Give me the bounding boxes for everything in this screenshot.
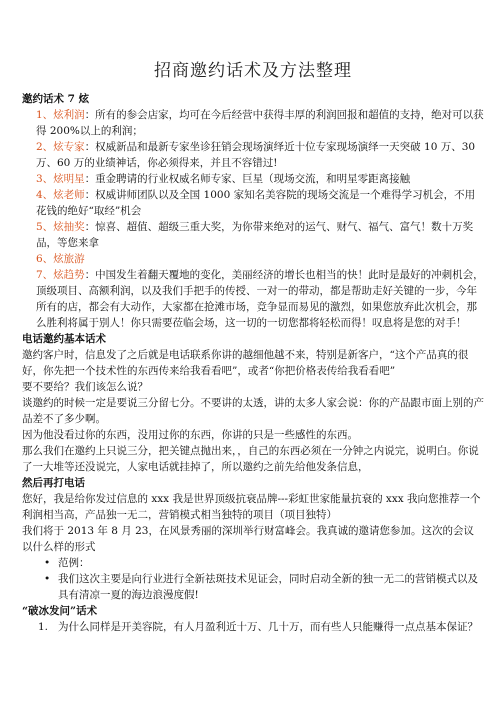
item-text: ：所有的参会店家，均可在今后经营中获得丰厚的利润回报和超值的支持，绝对可以获得 200%以上的利润； [36,109,484,137]
item-text: ：权威新品和最新专家坐诊狂销会现场演绎近十位专家现场演绎一天突破 10 万、30 万、60 万的业绩神话，你必须得来，并且不容错过! [36,141,476,169]
document-page [22,0,484,635]
numbered-item [22,619,484,635]
list-item [22,251,484,267]
bullet-icon: • [44,557,51,569]
item-number: 6、 [36,253,54,265]
paragraph: 那么我们在邀约上只说三分，把关键点抛出来，，自己的东西必须在一分钟之内说完，说明白。你说了一大堆等还没说完，人家电话就挂掉了，所以邀约之前先给他发条信息， [22,445,479,473]
list-item [22,187,484,219]
bullet-text: 范例： [58,557,90,569]
bullet-text: 我们这次主要是向行业进行全新祛斑技术见证会，同时启动全新的独一无二的营销模式以及具有清凉一夏的海边浪漫度假! [58,573,478,601]
page-title: 招商邀约话术及方法整理 [154,61,352,81]
item-number: 1. [38,621,49,633]
paragraph: 要不要给？我们该怎么说？ [22,381,148,393]
bullet-icon: • [44,573,51,585]
list-item [22,219,484,251]
item-text: 为什么同样是开美容院，有人月盈利近十万、几十万，而有些人只能赚得一点点基本保证？ [58,621,478,633]
xuan-list [22,107,484,331]
item-keyword: 炫明星 [53,173,85,185]
item-text: ：权威讲师团队以及全国 1000 家知名美容院的现场交流是一个难得学习机会，不用花钱的绝好“取经”机会 [36,189,476,217]
item-keyword: 炫趋势 [53,269,85,281]
section-heading-phone-script: 电话邀约基本话术 [22,333,106,345]
paragraph: 谈邀约的时候一定是要说三分留七分。不要讲的太透，讲的太多人家会说：你的产品跟市面上别的产品差不了多少啊。 [22,397,484,425]
item-keyword: 炫专家 [53,141,85,153]
bullet-item [22,555,484,571]
item-number: 3、 [36,173,54,185]
list-item [22,139,484,171]
list-item [22,267,484,331]
item-number: 5、 [36,221,54,233]
list-item [22,171,484,187]
paragraph: 我们将于 2013 年 8 月 23，在风景秀丽的深圳举行财富峰会。我真诚的邀请您参加。这次的会议以什么样的形式 [22,525,474,553]
item-keyword: 炫旅游 [53,253,85,265]
item-keyword: 炫抽奖 [53,221,85,233]
item-number: 7、 [36,269,54,281]
item-text: ：中国发生着翻天覆地的变化，美丽经济的增长也相当的快！此时是最好的冲刺机会，顶级项目、高额利润，以及我们手把手的传授、一对一的带动，都是帮助走好关键的一步，今年所有的店，都会有大动作，大家都在抢滩市场，竞争显而易见的激烈，如果您放弃此次机会，那么胜利将属于别人！你只需要莅临会场，这一切的一切您都将轻松而得！叹息将是您的对手！ [36,269,484,329]
section-heading-7-xuan: 邀约话术 7 炫 [22,93,90,105]
paragraph: 您好，我是给你发过信息的 xxx 我是世界顶级抗衰品牌---彩虹世家能量抗衰的 xxx 我向您推荐一个利润相当高，产品独一无二，营销模式相当独特的项目（项目独特） [22,493,481,521]
item-text: ：惊喜、超值、超级三重大奖，为你带来绝对的运气、财气、福气、富气！数十万奖品，等您来拿 [36,221,474,249]
paragraph: 因为他没看过你的东西，没用过你的东西，你讲的只是一些感性的东西。 [22,429,358,441]
item-keyword: 炫老师 [53,189,85,201]
list-item [22,107,484,139]
item-text: ：重金聘请的行业权威名师专家、巨星（现场交流，和明星零距离接触 [84,173,411,185]
section-heading-then-call: 然后再打电话 [22,477,85,489]
section-heading-icebreaker: “破冰发问”话术 [22,605,98,617]
item-keyword: 炫利润 [53,109,85,121]
item-number: 2、 [36,141,54,153]
paragraph: 邀约客户时，信息发了之后就是电话联系你讲的越细他越不来，特别是新客户，“这个产品真的很好，你先把一个技术性的东西传来给我看看吧”，或者“你把价格表传给我看看吧” [22,349,469,377]
item-number: 4、 [36,189,54,201]
item-number: 1、 [36,109,54,121]
bullet-item [22,571,484,603]
